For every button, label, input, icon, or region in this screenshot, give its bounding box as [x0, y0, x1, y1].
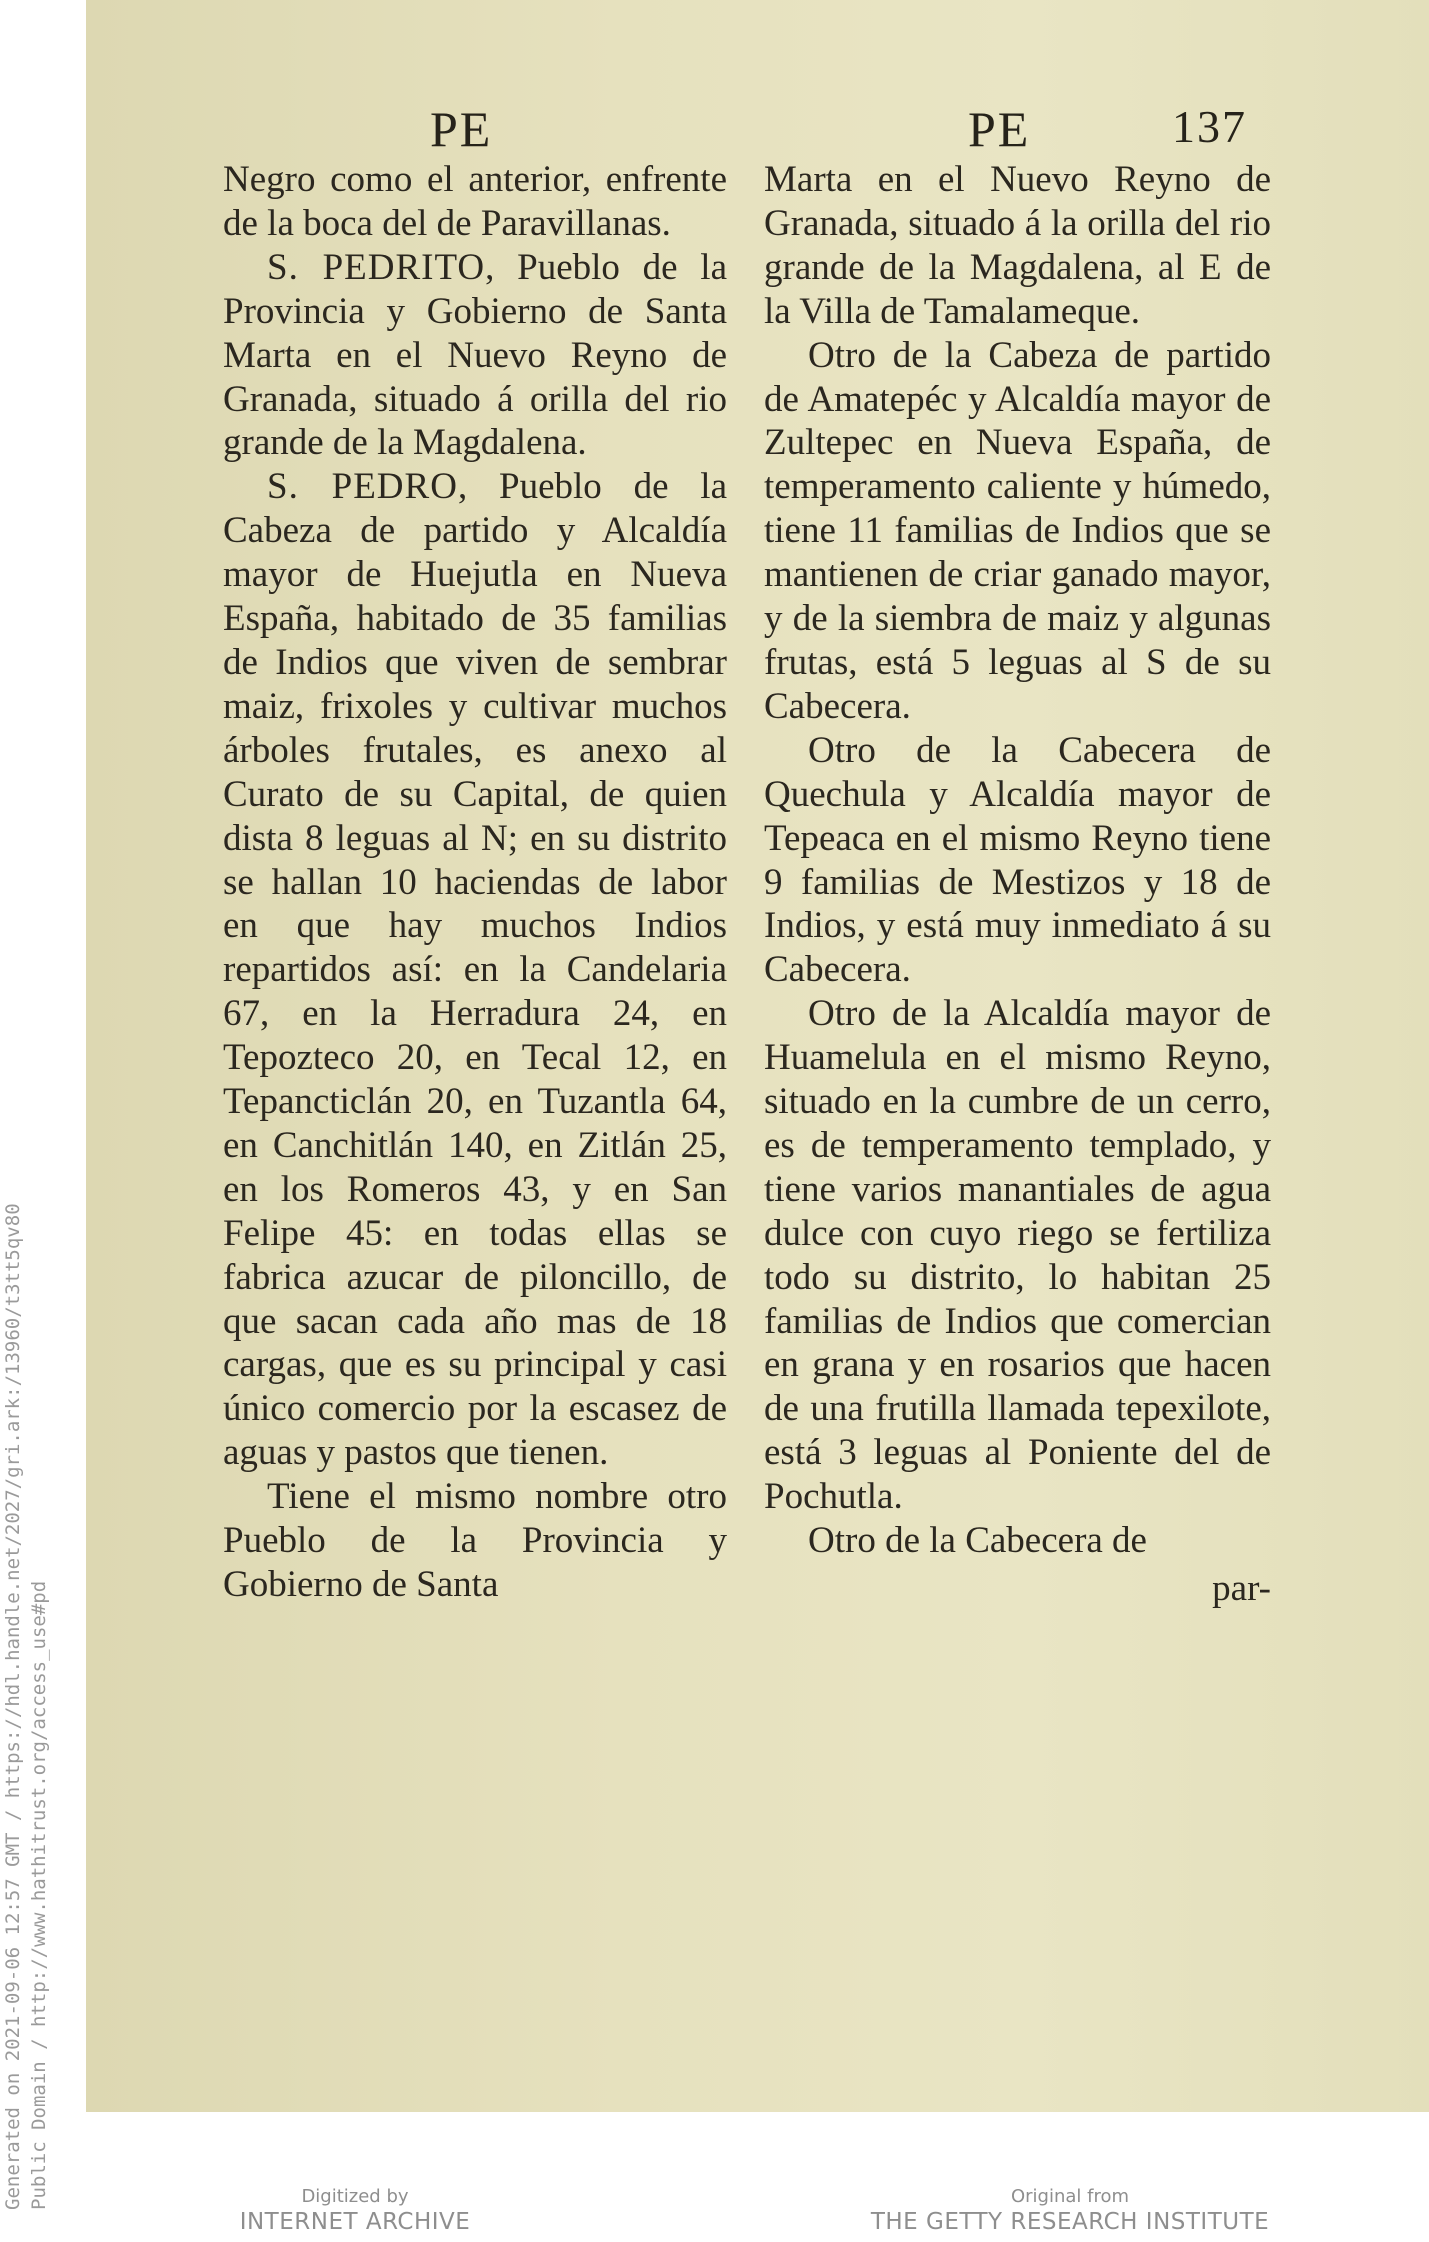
original-from-credit [860, 2186, 1280, 2236]
entry-text: , Pueblo de la Cabeza de partido y Alcaldía mayor de Huejutla en Nueva España, habitado de 35 familias de Indios que viven de sembrar maiz, frixoles y cultivar muchos árboles frutales, es anexo al Curato de su Capital, de quien dista 8 leguas al N; en su distrito se hallan 10 haciendas de labor en que hay muchos Indios repartidos así: en la Candelaria 67, en la Herradura 24, en Tepozteco 20, en Tecal 12, en Tepancticlán 20, en Tuzantla 64, en Canchitlán 140, en Zitlán 25, en los Romeros 43, y en San Felipe 45: en todas ellas se fabrica azucar de piloncillo, de que sacan cada año mas de 18 cargas, que es su principal y casi único comercio por la escasez de aguas y pastos que tienen. [223, 466, 727, 1474]
entry-text: , Pueblo de la Provincia y Gobierno de Santa Marta en el Nuevo Reyno de Granada, situado á orilla del rio grande de la Magdalena. [223, 246, 727, 464]
left-paragraph-2 [223, 246, 727, 466]
digitized-by-credit [230, 2186, 480, 2236]
right-paragraph-2: Otro de la Cabeza de partido de Amatepéc y Alcaldía mayor de Zultepec en Nueva España, de temperamento caliente y húmedo, tiene 11 familias de Indios que se mantienen de criar ganado mayor, y de la siembra de maiz y algunas frutas, está 5 leguas al S de su Cabecera. [764, 334, 1271, 727]
left-column [223, 158, 727, 1607]
left-running-header: PE [430, 101, 493, 157]
right-paragraph-5: Otro de la Cabecera de [808, 1520, 1147, 1562]
stamp-line-2: Public Domain / http://www.hathitrust.org/access_use#pd [28, 1580, 50, 2210]
entry-name: S. PEDRITO [267, 246, 486, 288]
left-paragraph-1: Negro como el anterior, enfrente de la boca del de Paravillanas. [223, 159, 727, 244]
right-running-header: PE [968, 101, 1031, 157]
entry-name: S. PEDRO [267, 466, 458, 508]
left-paragraph-3 [223, 465, 727, 1475]
stamp-line-1: Generated on 2021-09-06 12:57 GMT / https://hdl.handle.net/2027/gri.ark:/13960/t3tt5qv80 [2, 1203, 24, 2210]
page-number: 137 [1172, 101, 1247, 152]
digitized-by-label: Digitized by [301, 2186, 409, 2207]
right-paragraph-1: Marta en el Nuevo Reyno de Granada, situado á la orilla del rio grande de la Magdalena, al E de la Villa de Tamalameque. [764, 159, 1271, 332]
catchword: par- [1212, 1568, 1271, 1609]
right-column [764, 158, 1271, 1611]
right-paragraph-4: Otro de la Alcaldía mayor de Huamelula en el mismo Reyno, situado en la cumbre de un cerro, es de temperamento templado, y tiene varios manantiales de agua dulce con cuyo riego se fertiliza todo su distrito, lo habitan 25 familias de Indios que comercian en grana y en rosarios que hacen de una frutilla llamada tepexilote, está 3 leguas al Poniente del de Pochutla. [764, 993, 1271, 1518]
right-paragraph-3: Otro de la Cabecera de Quechula y Alcaldía mayor de Tepeaca en el mismo Reyno tiene 9 familias de Mestizos y 18 de Indios, y está muy inmediato á su Cabecera. [764, 729, 1271, 991]
internet-archive-label: INTERNET ARCHIVE [239, 2209, 471, 2235]
getty-institute-label: THE GETTY RESEARCH INSTITUTE [870, 2209, 1270, 2235]
generation-stamp [0, 1090, 60, 2210]
left-paragraph-4: Tiene el mismo nombre otro Pueblo de la Provincia y Gobierno de Santa [223, 1476, 727, 1605]
original-from-label: Original from [1010, 2186, 1130, 2207]
